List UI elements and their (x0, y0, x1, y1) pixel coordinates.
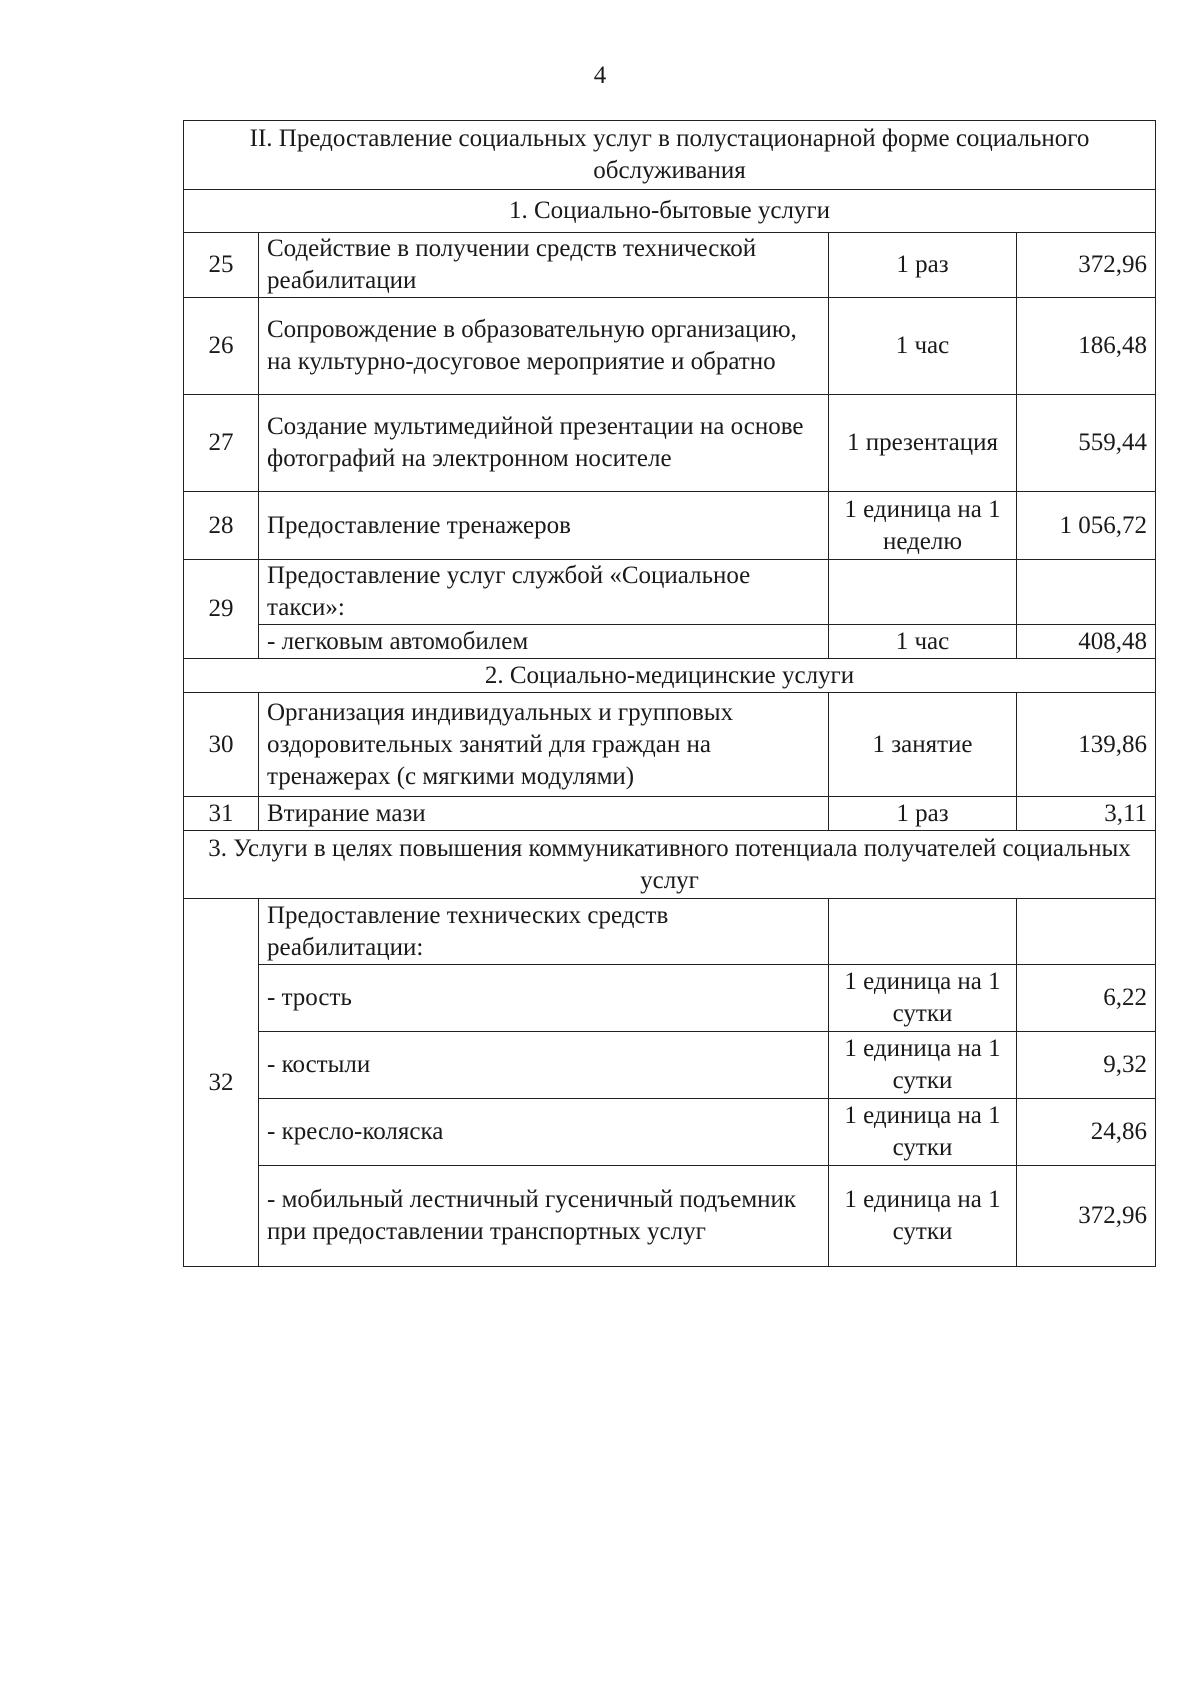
service-subname: - трость (259, 965, 829, 1032)
service-price: 9,32 (1017, 1032, 1156, 1099)
service-price: 559,44 (1017, 395, 1156, 492)
tariff-table (183, 120, 1156, 1267)
service-unit: 1 единица на 1 сутки (829, 1032, 1017, 1099)
service-subname: - легковым автомобилем (259, 625, 829, 659)
table-row (184, 233, 1156, 298)
row-number: 29 (184, 560, 259, 659)
service-price: 6,22 (1017, 965, 1156, 1032)
service-subname: - костыли (259, 1032, 829, 1099)
service-name: Создание мультимедийной презентации на основе фотографий на электронном носителе (259, 395, 829, 492)
table-subrow (184, 625, 1156, 659)
table-subrow (184, 1166, 1156, 1267)
service-unit: 1 презентация (829, 395, 1017, 492)
service-unit: 1 час (829, 625, 1017, 659)
table-subrow (184, 1032, 1156, 1099)
page-number: 4 (593, 62, 607, 89)
table-subrow (184, 1099, 1156, 1166)
service-unit: 1 единица на 1 сутки (829, 1099, 1017, 1166)
row-number: 30 (184, 693, 259, 797)
row-number: 31 (184, 797, 259, 831)
service-unit: 1 раз (829, 797, 1017, 831)
service-price: 372,96 (1017, 1166, 1156, 1267)
service-unit: 1 единица на 1 сутки (829, 1166, 1017, 1267)
section-title: II. Предоставление социальных услуг в полустационарной форме социального обслуживания (184, 121, 1156, 190)
service-price: 3,11 (1017, 797, 1156, 831)
service-price: 139,86 (1017, 693, 1156, 797)
service-unit: 1 раз (829, 233, 1017, 298)
service-name: Предоставление тренажеров (259, 492, 829, 560)
service-unit: 1 час (829, 298, 1017, 395)
service-price (1017, 899, 1156, 965)
group-title: 1. Социально-бытовые услуги (184, 190, 1156, 233)
row-number: 26 (184, 298, 259, 395)
table-row (184, 797, 1156, 831)
table-row (184, 298, 1156, 395)
row-number: 32 (184, 899, 259, 1267)
service-unit (829, 560, 1017, 625)
service-name: Предоставление услуг службой «Социальное такси»: (259, 560, 829, 625)
table-row (184, 899, 1156, 965)
service-unit: 1 единица на 1 сутки (829, 965, 1017, 1032)
service-subname: - кресло-коляска (259, 1099, 829, 1166)
service-subname: - мобильный лестничный гусеничный подъемник при предоставлении транспортных услуг (259, 1166, 829, 1267)
table-subrow (184, 965, 1156, 1032)
service-name: Содействие в получении средств технической реабилитации (259, 233, 829, 298)
service-price: 372,96 (1017, 233, 1156, 298)
service-name: Организация индивидуальных и групповых оздоровительных занятий для граждан на тренажерах (с мягкими модулями) (259, 693, 829, 797)
row-number: 28 (184, 492, 259, 560)
service-price (1017, 560, 1156, 625)
table-row (184, 560, 1156, 625)
service-price: 24,86 (1017, 1099, 1156, 1166)
service-price: 408,48 (1017, 625, 1156, 659)
service-unit (829, 899, 1017, 965)
table-row (184, 395, 1156, 492)
service-price: 186,48 (1017, 298, 1156, 395)
table-row (184, 693, 1156, 797)
service-name: Предоставление технических средств реабилитации: (259, 899, 829, 965)
service-name: Сопровождение в образовательную организацию, на культурно-досуговое мероприятие и обратно (259, 298, 829, 395)
group-title: 3. Услуги в целях повышения коммуникативного потенциала получателей социальных услуг (184, 831, 1156, 899)
table-row (184, 492, 1156, 560)
service-unit: 1 занятие (829, 693, 1017, 797)
group-title: 2. Социально-медицинские услуги (184, 659, 1156, 693)
row-number: 25 (184, 233, 259, 298)
service-price: 1 056,72 (1017, 492, 1156, 560)
service-name: Втирание мази (259, 797, 829, 831)
service-unit: 1 единица на 1 неделю (829, 492, 1017, 560)
row-number: 27 (184, 395, 259, 492)
